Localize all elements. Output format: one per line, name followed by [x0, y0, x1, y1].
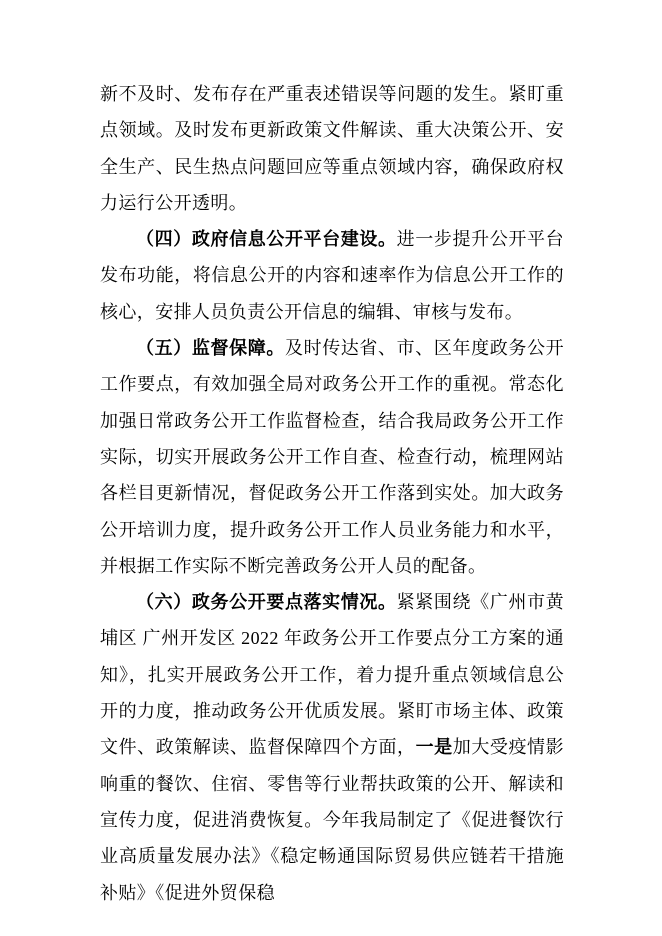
text-run: 及时传达省、市、区年度政务公开工作要点，有效加强全局对政务公开工作的重视。常态化加强日常政务公开工作监督检查，结合我局政务公开工作实际，切实开展政务公开工作自查、检查行动，梳理网站各栏目更新情况，督促政务公开工作落到实处。加大政务公开培训力度，提升政务公开工作人员业务能力和水平，并根据工作实际不断完善政务公开人员的配备。	[100, 338, 565, 576]
paragraph	[100, 584, 564, 911]
bold-text-run: （五）监督保障。	[136, 338, 285, 359]
paragraph	[100, 76, 564, 221]
text-run: 紧紧围绕《广州市黄埔区 广州开发区 2022 年政务公开工作要点分工方案的通知》，扎实开展政务公开工作，着力提升重点领域信息公开的力度，推动政务公开优质发展。紧盯市场主体、政策文件、政策解读、监督保障四个方面，	[100, 592, 564, 758]
paragraph	[100, 221, 564, 330]
text-run: 加大受疫情影响重的餐饮、住宿、零售等行业帮扶政策的公开、解读和宣传力度，促进消费恢复。今年我局制定了《促进餐饮行业高质量发展办法》《稳定畅通国际贸易供应链若干措施补贴》《促进外贸保稳	[100, 737, 564, 903]
text-run: 新不及时、发布存在严重表述错误等问题的发生。紧盯重点领域。及时发布更新政策文件解读、重大决策公开、安全生产、民生热点问题回应等重点领域内容，确保政府权力运行公开透明。	[100, 84, 564, 213]
paragraph	[100, 330, 564, 584]
bold-text-run: （六）政务公开要点落实情况。	[136, 592, 397, 613]
bold-text-run: 一是	[415, 737, 453, 758]
bold-text-run: （四）政府信息公开平台建设。	[136, 229, 397, 250]
text-run: 进一步提升公开平台发布功能，将信息公开的内容和速率作为信息公开工作的核心，安排人员负责公开信息的编辑、审核与发布。	[100, 229, 564, 322]
